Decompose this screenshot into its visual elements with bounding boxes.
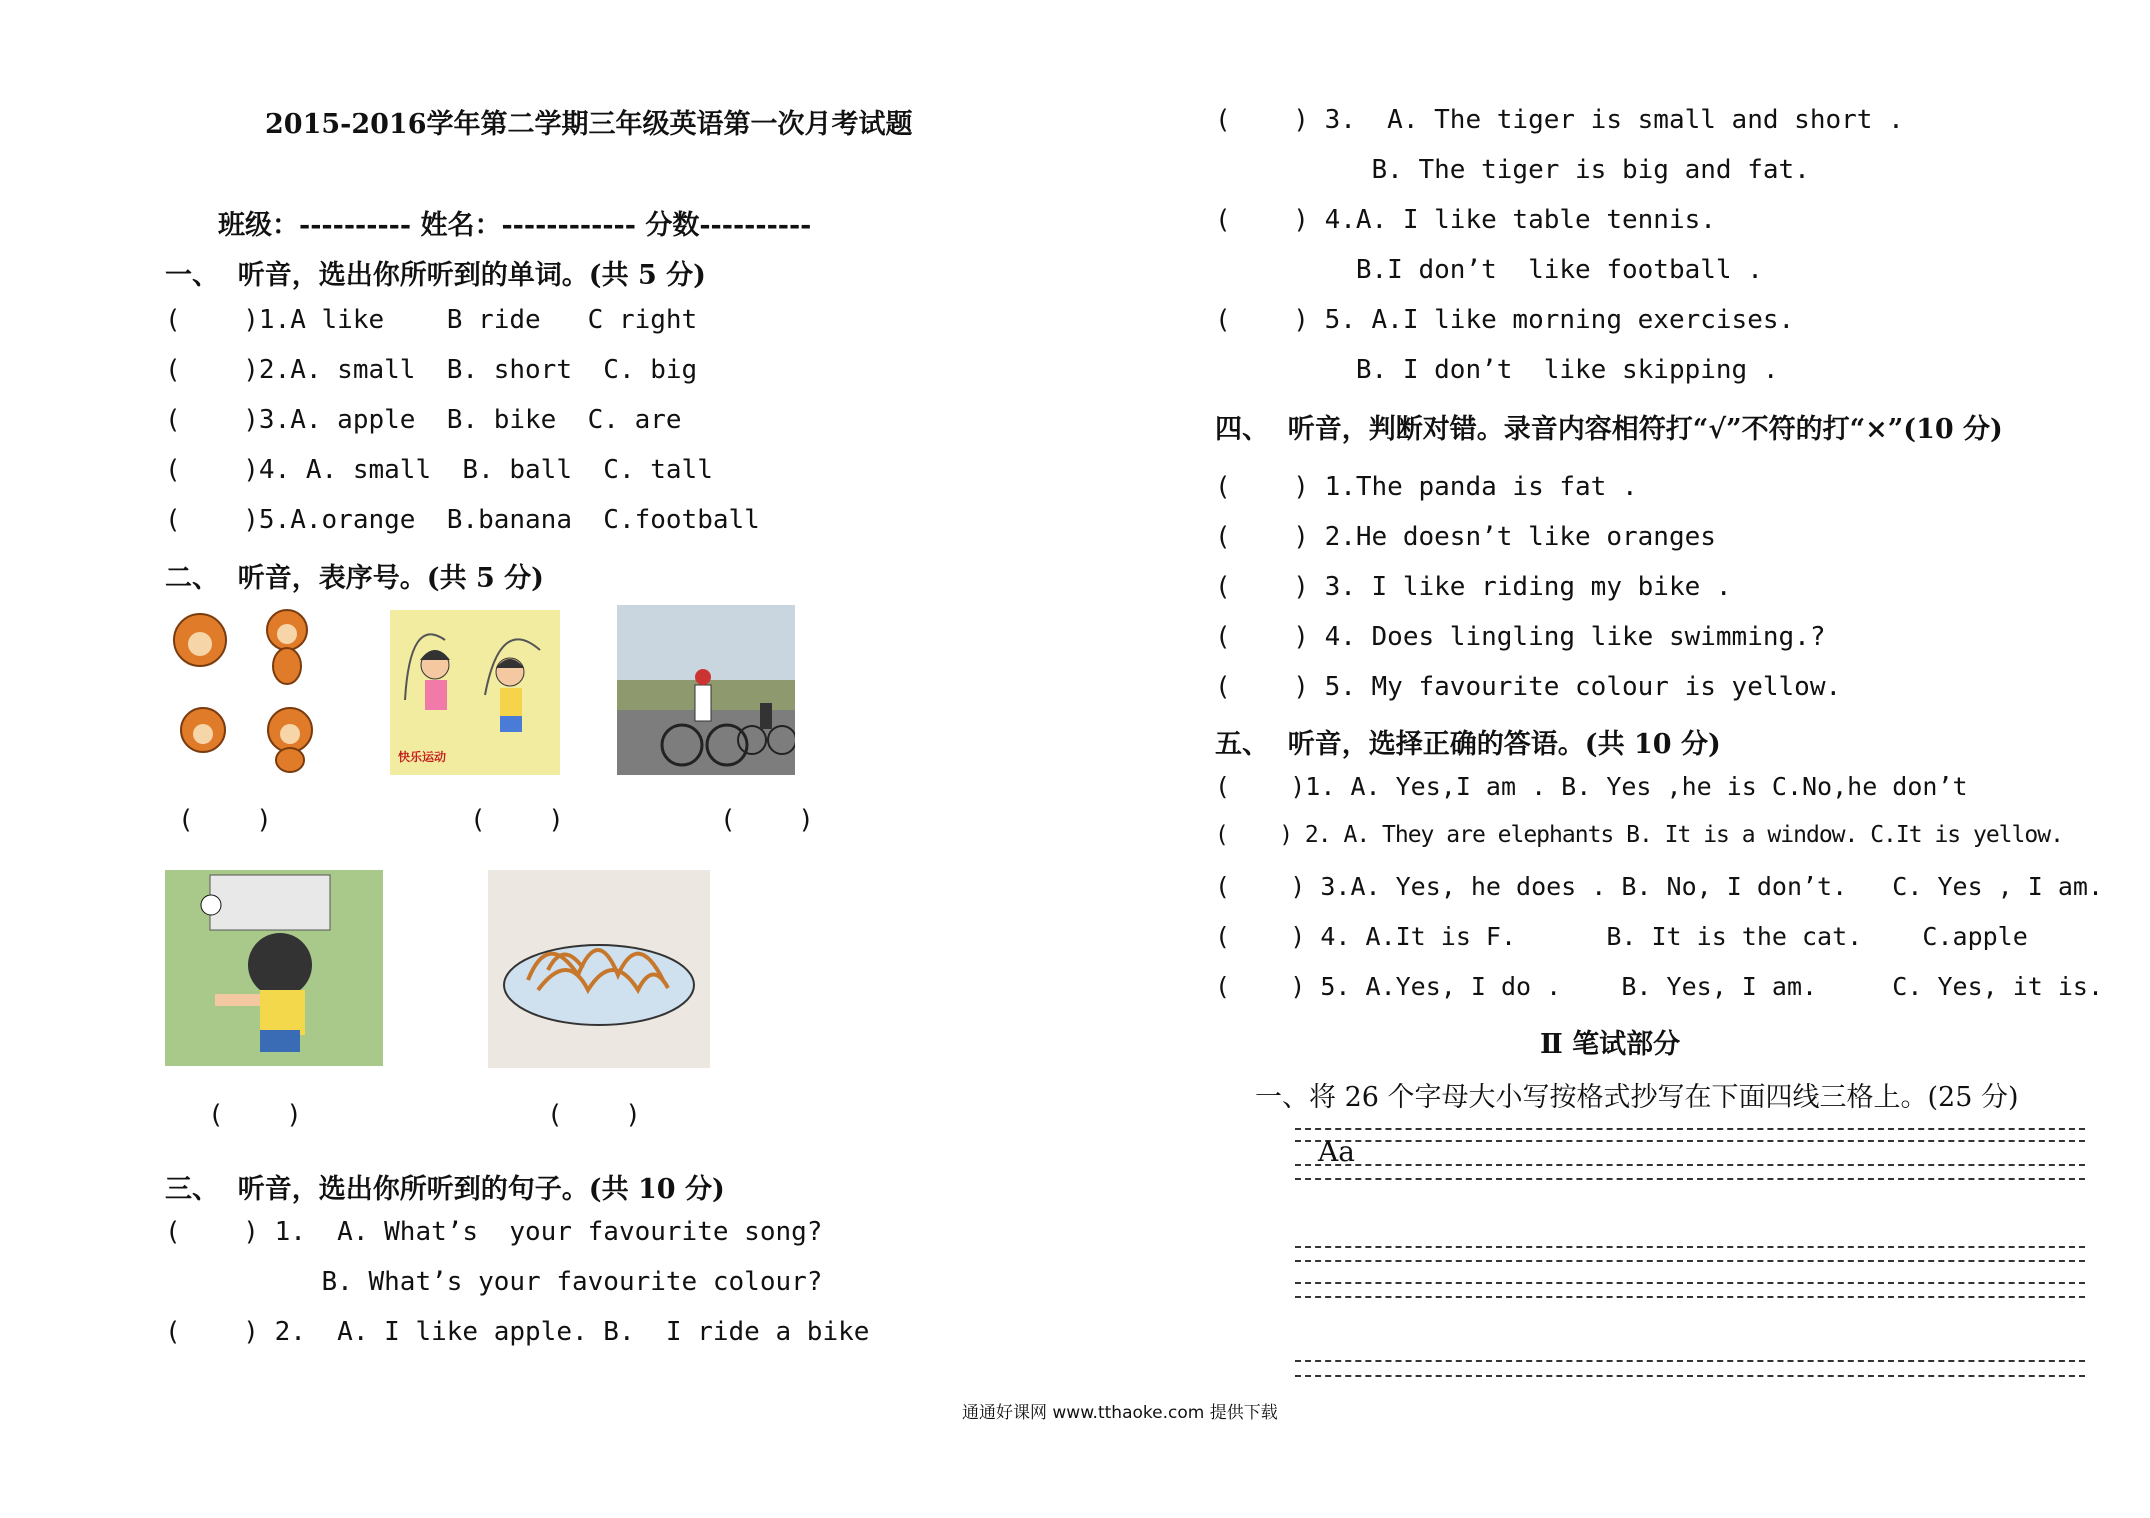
part2-answer-4[interactable]: ( ) [208,1100,302,1130]
part1-heading: 一、 听音，选出你所听到的单词。(共 5 分) [165,260,706,291]
part1-item-2: ( )2.A. small B. short C. big [165,355,698,385]
part4-heading: 四、 听音，判断对错。录音内容相符打“√”不符的打“×”(10 分) [1215,414,2003,445]
part2-answer-5[interactable]: ( ) [547,1100,641,1130]
noodles-picture [488,870,710,1068]
part4-item-5: ( ) 5. My favourite colour is yellow. [1215,672,1842,702]
written-task: 一、将 26 个字母大小写按格式抄写在下面四线三格上。(25 分) [1255,1082,2019,1113]
part3-item-3a: ( ) 3. A. The tiger is small and short . [1215,105,1904,135]
cycling-picture [617,605,795,775]
part4-item-4: ( ) 4. Does lingling like swimming.? [1215,622,1826,652]
sample-letters: Aa [1318,1135,1355,1168]
football-picture [165,870,383,1066]
part5-item-2: ( ) 2. A. They are elephants B. It is a window. C.It is yellow. [1215,822,2063,848]
part5-item-4: ( ) 4. A.It is F. B. It is the cat. C.apple [1215,922,2028,951]
part1-item-3: ( )3.A. apple B. bike C. are [165,405,682,435]
part4-item-1: ( ) 1.The panda is fat . [1215,472,1638,502]
part3-item-5b: B. I don’t like skipping . [1215,355,1779,385]
footer-source: 通通好课网 www.tthaoke.com 提供下载 [962,1403,1278,1423]
part5-item-5: ( ) 5. A.Yes, I do . B. Yes, I am. C. Yes, it is. [1215,972,2104,1001]
part3-item-1b: B. What’s your favourite colour? [165,1267,823,1297]
part2-answer-3[interactable]: ( ) [720,805,814,835]
part3-heading: 三、 听音，选出你所听到的句子。(共 10 分) [165,1174,725,1205]
student-info-line: 班级：---------- 姓名：------------ 分数---------- [218,210,812,241]
part5-item-3: ( ) 3.A. Yes, he does . B. No, I don’t. C. Yes , I am. [1215,872,2104,901]
part3-item-1a: ( ) 1. A. What’s your favourite song? [165,1217,823,1247]
part3-item-5a: ( ) 5. A.I like morning exercises. [1215,305,1795,335]
part5-item-1: ( )1. A. Yes,I am . B. Yes ,he is C.No,he don’t [1215,772,1968,801]
part1-item-4: ( )4. A. small B. ball C. tall [165,455,713,485]
picture-caption: 快乐运动 [398,750,447,764]
part2-heading: 二、 听音，表序号。(共 5 分) [165,563,544,594]
skipping-rope-picture [390,610,560,775]
part3-item-4a: ( ) 4.A. I like table tennis. [1215,205,1716,235]
part1-item-5: ( )5.A.orange B.banana C.football [165,505,760,535]
part4-item-2: ( ) 2.He doesn’t like oranges [1215,522,1716,552]
page-title: 2015-2016学年第二学期三年级英语第一次月考试题 [265,109,913,140]
part3-item-2: ( ) 2. A. I like apple. B. I ride a bike [165,1317,870,1347]
part5-heading: 五、 听音，选择正确的答语。(共 10 分) [1215,729,1721,760]
part2-answer-2[interactable]: ( ) [470,805,564,835]
written-section-heading: Ⅱ 笔试部分 [1540,1029,1681,1060]
part3-item-4b: B.I don’t like football . [1215,255,1763,285]
monkeys-picture [165,600,340,775]
part1-item-1: ( )1.A like B ride C right [165,305,698,335]
part4-item-3: ( ) 3. I like riding my bike . [1215,572,1732,602]
part3-item-3b: B. The tiger is big and fat. [1215,155,1810,185]
part2-answer-1[interactable]: ( ) [178,805,272,835]
